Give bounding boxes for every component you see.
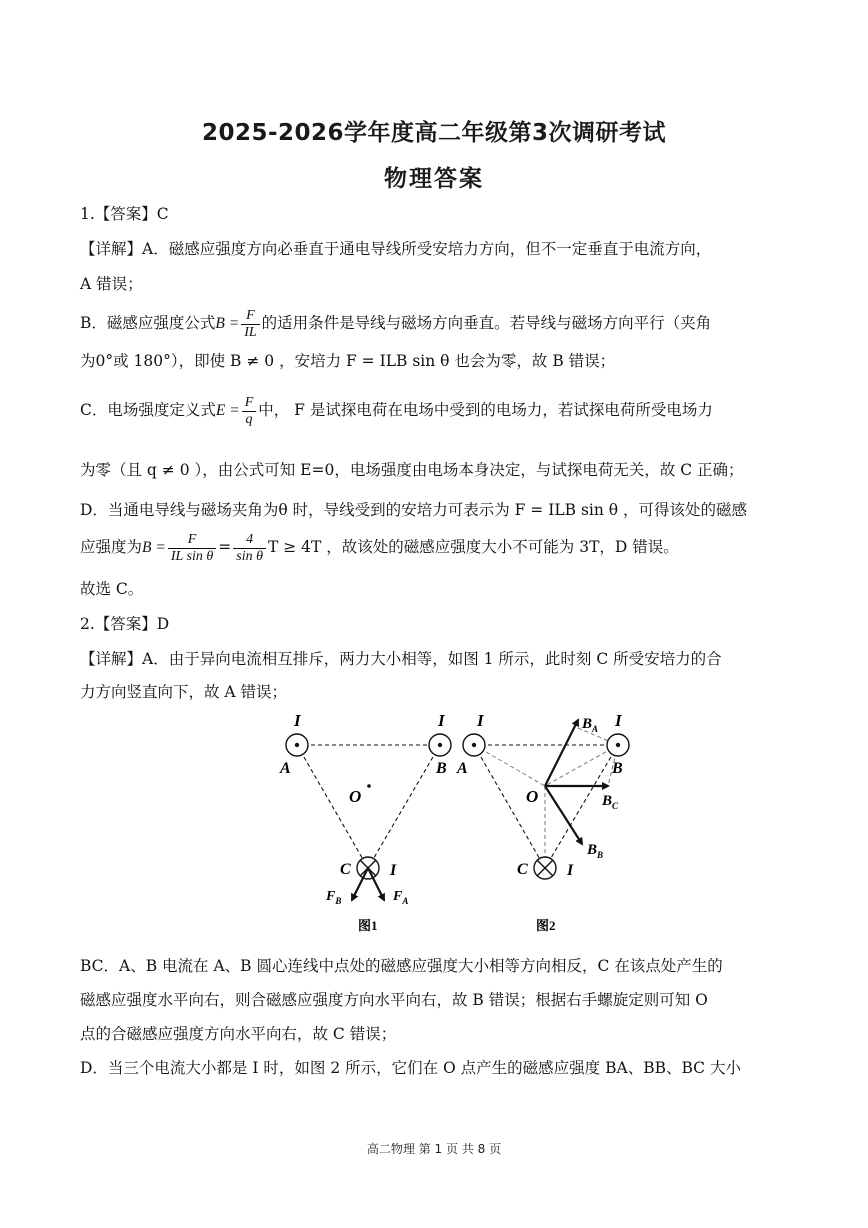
fig1-label-i-right: I (438, 711, 445, 730)
fig2-label-a: A (457, 760, 468, 777)
q1-b-post: 的适用条件是导线与磁场方向垂直。若导线与磁场方向平行（夹角 (261, 314, 712, 332)
q1-conclusion: 故选 C。 (80, 580, 144, 598)
q1-d-frac2-den: sin θ (236, 548, 263, 564)
fig1-label-o: O (349, 787, 362, 806)
q1-b-formula-lhs: B = (215, 315, 240, 332)
fig1-label-fa (392, 889, 408, 906)
q1-d-frac2-num: 4 (233, 532, 266, 549)
q1-detail-a-line2: A 错误； (80, 275, 143, 293)
q1-d-frac1-num: F (168, 532, 216, 549)
q1-b-frac-num: F (241, 308, 259, 325)
q1-c-frac-den: q (245, 411, 253, 427)
fig1-label-b: B (436, 760, 447, 777)
q1-detail-d-line1: D．当通电导线与磁场夹角为θ 时，导线受到的安培力可表示为 F = ILB sin θ ，可得该处的磁感 (80, 501, 748, 519)
fig2-line-ao (474, 745, 545, 786)
fig2-label-c: C (517, 861, 528, 878)
fig2-label-bc-main: B (602, 793, 613, 809)
page-title: 2025-2026学年度高二年级第3次调研考试 (201, 120, 667, 146)
q1-detail-d-line2 (80, 527, 679, 568)
fig2-label-bc (601, 793, 619, 811)
q1-d-pre: 应强度为 (80, 538, 143, 556)
fig2-label-bb (586, 842, 603, 860)
fig1-point-o-icon (367, 784, 371, 788)
page-footer: 高二物理 第 1 页 共 8 页 (366, 1142, 502, 1156)
figure-2 (456, 711, 629, 933)
q1-d-frac1-den: IL sin θ (170, 548, 214, 564)
fig1-label-i-left: I (294, 711, 301, 730)
q1-d-post: T ≥ 4T ，故该处的磁感应强度大小不可能为 3T，D 错误。 (267, 538, 679, 556)
q1-b-fraction (241, 308, 259, 341)
figure-area (260, 706, 650, 938)
fig1-caption: 图1 (358, 918, 378, 933)
q2-detail-a-line1: 【详解】A．由于异向电流相互排斥，两力大小相等，如图 1 所示，此时刻 C 所受安培力的合 (80, 650, 722, 668)
q1-c-frac-num: F (242, 395, 257, 412)
figures-svg (260, 706, 650, 938)
q1-c-pre: C．电场强度定义式 (80, 401, 216, 419)
fig1-label-fa-sub: A (402, 896, 409, 906)
q1-detail-c-line1 (80, 392, 713, 429)
fig2-wire-a-dot-icon (472, 743, 476, 747)
page-subtitle: 物理答案 (384, 166, 484, 192)
fig1-label-fa-main: F (393, 889, 403, 904)
figure-1 (279, 711, 451, 933)
fig1-edge-ac (297, 745, 368, 868)
q1-b-frac-den: IL (244, 324, 257, 340)
fig2-label-bb-main: B (587, 842, 598, 858)
fig1-label-fb-sub: B (335, 896, 342, 906)
q1-d-fraction-1 (168, 532, 216, 565)
q2-detail-bc-line3: 点的合磁感应强度方向水平向右，故 C 错误； (80, 1025, 397, 1043)
q1-d-lhs: B = (142, 539, 166, 556)
q2-answer: 2.【答案】D (80, 615, 170, 633)
fig2-caption: 图2 (536, 918, 556, 933)
q1-detail-c-line2: 为零（且 q ≠ 0 ），由公式可知 E=0，电场强度由电场本身决定，与试探电荷无关，故 C 正确； (80, 461, 744, 479)
q1-d-eq: = (218, 538, 232, 556)
fig2-label-ba (581, 716, 598, 734)
fig2-label-o: O (526, 787, 539, 806)
q1-c-formula-lhs: E = (215, 402, 240, 419)
q2-detail-d-line1: D．当三个电流大小都是 I 时，如图 2 所示，它们在 O 点产生的磁感应强度 BA、BB、BC 大小 (80, 1059, 741, 1077)
q1-answer: 1.【答案】C (80, 205, 169, 223)
fig2-label-i-bottom: I (567, 862, 574, 879)
fig2-label-ba-main: B (582, 716, 593, 732)
q1-c-post: 中， F 是试探电荷在电场中受到的电场力，若试探电荷所受电场力 (258, 401, 713, 419)
fig2-label-i-left: I (477, 711, 484, 730)
fig2-field-ba-arrow (545, 720, 578, 786)
fig2-edge-ac (474, 745, 545, 868)
q1-detail-b-line2: 为0°或 180°），即使 B ≠ 0 ，安培力 F = ILB sin θ 也会为零，故 B 错误； (80, 352, 616, 370)
fig2-field-bb-arrow (545, 786, 582, 844)
fig1-label-fb (325, 889, 341, 906)
q1-detail-b-line1 (80, 305, 711, 342)
fig1-wire-b-dot-icon (438, 743, 442, 747)
fig1-label-i-bottom: I (390, 862, 397, 879)
q1-detail-a-line1: 【详解】A．磁感应强度方向必垂直于通电导线所受安培力方向，但不一定垂直于电流方向， (80, 240, 712, 258)
fig2-label-i-right: I (615, 711, 622, 730)
q1-c-fraction (242, 395, 257, 428)
fig1-edge-bc (368, 745, 440, 868)
fig2-label-bb-sub: B (597, 850, 604, 860)
fig1-label-c: C (340, 861, 351, 878)
q1-d-fraction-2 (233, 532, 266, 565)
q2-detail-bc-line2: 磁感应强度水平向右，则合磁感应强度方向水平向右，故 B 错误；根据右手螺旋定则可知 O (80, 991, 708, 1009)
fig1-label-fb-main: F (326, 889, 336, 904)
fig2-label-b: B (612, 760, 623, 777)
fig1-label-a: A (280, 760, 291, 777)
fig2-label-bc-sub: C (612, 801, 619, 811)
fig2-label-ba-sub: A (592, 724, 599, 734)
fig2-wire-b-dot-icon (616, 743, 620, 747)
q2-detail-bc-line1: BC．A、B 电流在 A、B 圆心连线中点处的磁感应强度大小相等方向相反，C 在该点处产生的 (80, 957, 723, 975)
q1-b-pre: B．磁感应强度公式 (80, 314, 216, 332)
fig1-wire-a-dot-icon (295, 743, 299, 747)
q2-detail-a-line2: 力方向竖直向下，故 A 错误； (80, 683, 288, 701)
